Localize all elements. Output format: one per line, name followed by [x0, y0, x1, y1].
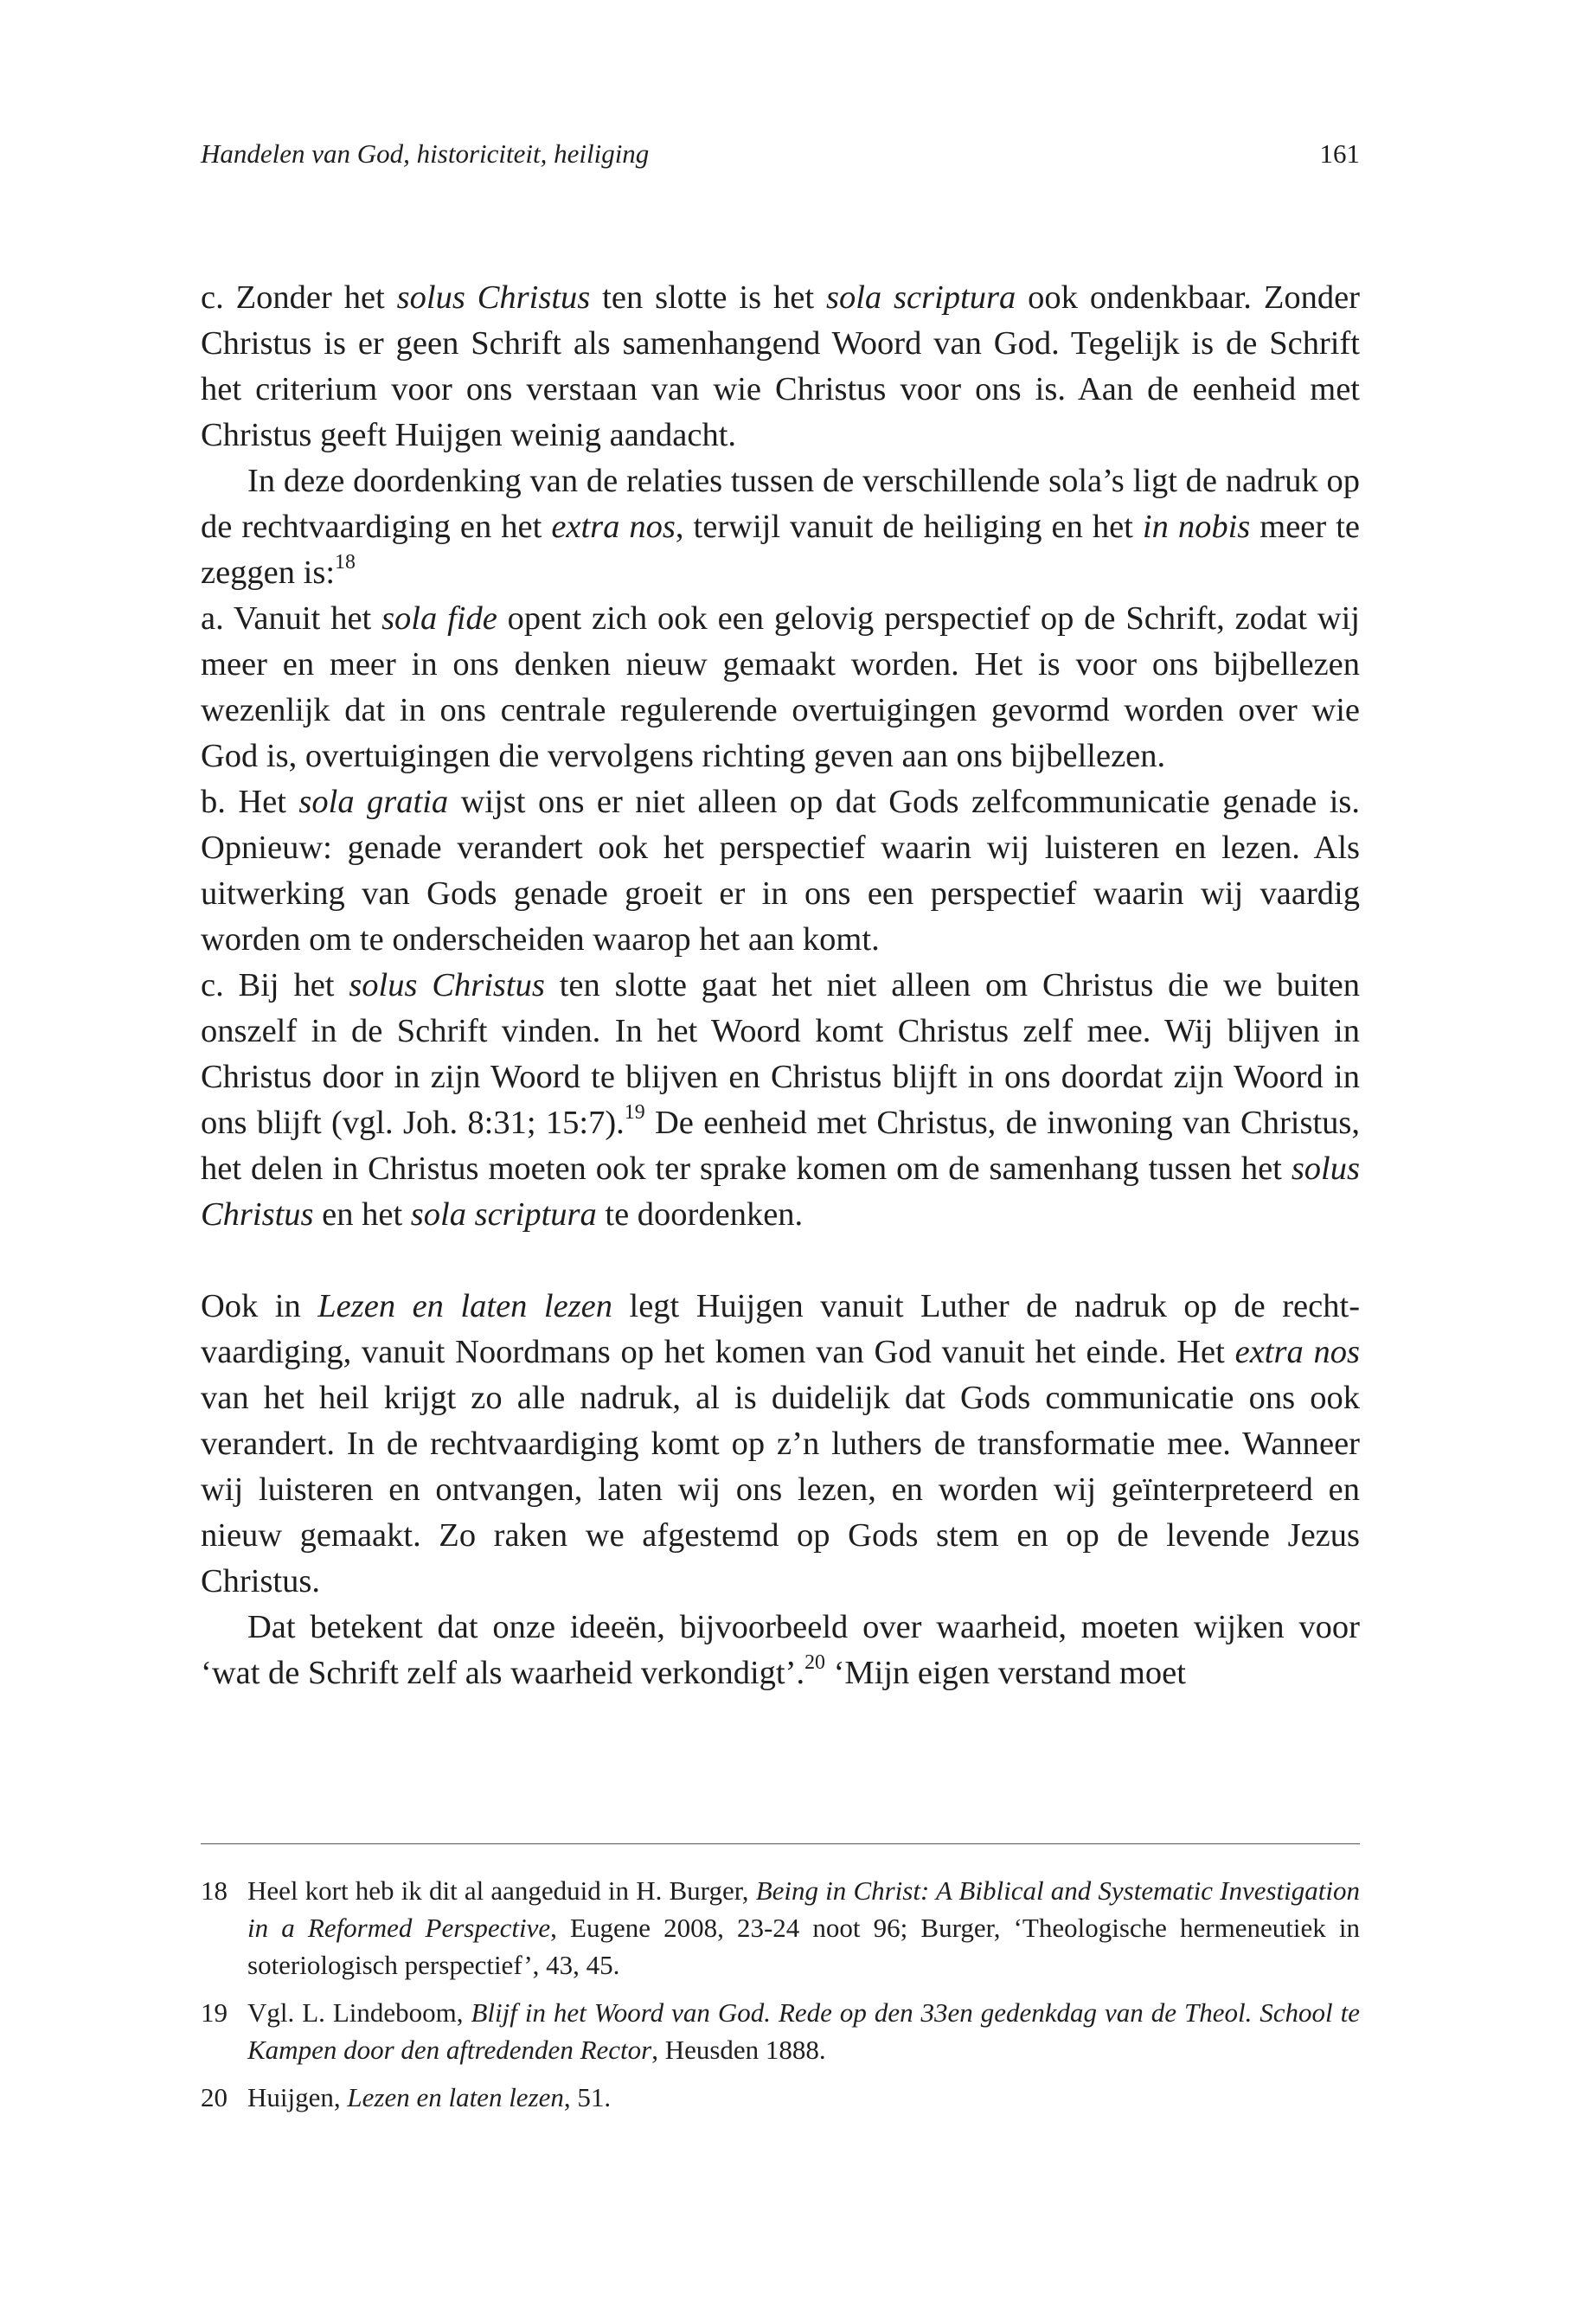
italic-text: sola scriptura [825, 279, 1016, 316]
text-run: opent zich ook een gelovig perspectief op de Schrift, zodat wij meer en meer in ons denken nieuw gemaakt worden. Het is voor ons bijbellezen wezenlijk dat in ons centrale regulerende overtuigingen gevormd worden over wie God is, overtuigingen die vervolgens richting geven aan ons bijbellezen. [201, 600, 1360, 774]
footnote-number: 18 [201, 1875, 228, 1906]
text-run: De eenheid met Christus, de inwoning van Christus, het delen in Christus moeten ook ter sprake komen om de samenhang tussen het [201, 1105, 1360, 1187]
footnote-18 [201, 1872, 1360, 1984]
text-run: In deze doordenking van de relaties tussen de verschillende sola’s ligt de nadruk op de rechtvaardiging en het [201, 463, 1360, 545]
text-run: ten slotte is het [590, 279, 826, 316]
italic-text: Lezen en laten lezen [317, 1288, 613, 1324]
text-run: ‘Mijn eigen verstand moet [824, 1655, 1186, 1691]
footnote-19 [201, 1994, 1360, 2068]
text-run: a. Vanuit het [201, 600, 382, 637]
text-run: ook ondenkbaar. Zonder Christus is er geen Schrift als samenhangend Woord van God. Tegelijk is de Schrift het criterium voor ons verstaan van wie Christus voor ons is. Aan de eenheid met Christus geeft Huijgen weinig aandacht. [201, 279, 1360, 453]
text-run: c. Bij het [201, 967, 349, 1003]
page-header [201, 138, 1360, 182]
page-number: 161 [1319, 138, 1360, 169]
footnote-divider [201, 1843, 1360, 1844]
italic-text: sola scriptura [410, 1196, 597, 1233]
italic-text: Lezen en laten lezen [347, 2082, 564, 2112]
text-run: meer te zeggen is: [201, 509, 1360, 591]
text-run: , Eugene 2008, 23-24 noot 96; Burger, ‘Theologische hermeneutiek in soteriologisch perspectief’, 43, 45. [247, 1913, 1360, 1980]
paragraph-2 [201, 458, 1360, 596]
italic-text: extra nos [1234, 1334, 1360, 1370]
text-run: en het [313, 1196, 411, 1233]
paragraph-1 [201, 275, 1360, 458]
paragraph-6 [201, 1284, 1360, 1605]
italic-text: extra nos [551, 509, 676, 545]
footnotes [201, 1872, 1360, 2126]
text-run: c. Zonder het [201, 279, 397, 316]
text-run: van het heil krijgt zo alle nadruk, al is duidelijk dat Gods communicatie ons ook verandert. In de rechtvaardiging komt op z’n luthers de transformatie mee. Wanneer wij luisteren en ontvangen, laten wij ons lezen, en worden wij geïnterpreteerd en nieuw gemaakt. Zo raken we afgestemd op Gods stem en op de levende Jezus Christus. [201, 1380, 1360, 1599]
italic-text: Being in Christ: A Biblical and Systematic Investigation in a Reformed Perspective [247, 1875, 1360, 1943]
text-run: ten slotte gaat het niet alleen om Christus die we buiten onszelf in de Schrift vinden. In het Woord komt Christus zelf mee. Wij blijven in Christus door in zijn Woord te blijven en Christus blijft in ons doordat zijn Woord in ons blijft (vgl. Joh. 8:31; 15:7). [201, 967, 1360, 1141]
footnote-reference: 18 [335, 550, 356, 574]
paragraph-7 [201, 1605, 1360, 1696]
footnote-text [247, 1997, 1360, 2065]
italic-text: sola fide [381, 600, 497, 637]
text-run: Huijgen, [247, 2082, 348, 2112]
text-run: te doordenken. [596, 1196, 804, 1233]
footnote-number: 19 [201, 1997, 228, 2028]
text-run: b. Het [201, 784, 299, 820]
paragraph-4 [201, 779, 1360, 963]
italic-text: in nobis [1142, 509, 1251, 545]
footnote-20 [201, 2079, 1360, 2116]
body-text [201, 275, 1360, 1696]
italic-text: Blijf in het Woord van God. Rede op den 33en gedenkdag van de Theol. School te Kampen door den aftredenden Rector [247, 1997, 1360, 2065]
text-run: Ook in [201, 1288, 318, 1324]
paragraph-3 [201, 596, 1360, 779]
italic-text: solus Christus [349, 967, 545, 1003]
footnote-text [247, 1875, 1360, 1980]
text-run: , terwijl vanuit de heiliging en het [675, 509, 1143, 545]
text-run: , 51. [563, 2082, 612, 2112]
text-run: Heel kort heb ik dit al aangeduid in H. Burger, [247, 1875, 756, 1906]
text-run: wijst ons er niet alleen op dat Gods zelfcommunicatie genade is. Opnieuw: genade verandert ook het perspectief waarin wij luisteren en lezen. Als uitwerking van Gods genade groeit er in ons een perspectief waarin wij vaardig worden om te onderscheiden waarop het aan komt. [201, 784, 1361, 958]
footnote-text [247, 2082, 611, 2112]
footnote-number: 20 [201, 2082, 228, 2112]
running-title: Handelen van God, historiciteit, heiliging [201, 138, 650, 169]
italic-text: solus Christus [396, 279, 591, 316]
text-run: Vgl. L. Lindeboom, [247, 1997, 471, 2028]
text-run: Dat betekent dat onze ideeën, bijvoorbeeld over waarheid, moeten wijken voor ‘wat de Schrift zelf als waarheid verkondigt’. [201, 1609, 1360, 1691]
text-run: , Heusden 1888. [651, 2035, 826, 2065]
paragraph-5 [201, 963, 1360, 1238]
footnote-reference: 19 [624, 1100, 645, 1124]
footnote-reference: 20 [804, 1650, 825, 1674]
text-run: legt Huijgen vanuit Luther de nadruk op de rechtvaardiging, vanuit Noordmans op het komen van God vanuit het einde. Het [201, 1288, 1361, 1370]
italic-text: sola gratia [298, 784, 449, 820]
italic-text: solus Christus [201, 1150, 1360, 1233]
